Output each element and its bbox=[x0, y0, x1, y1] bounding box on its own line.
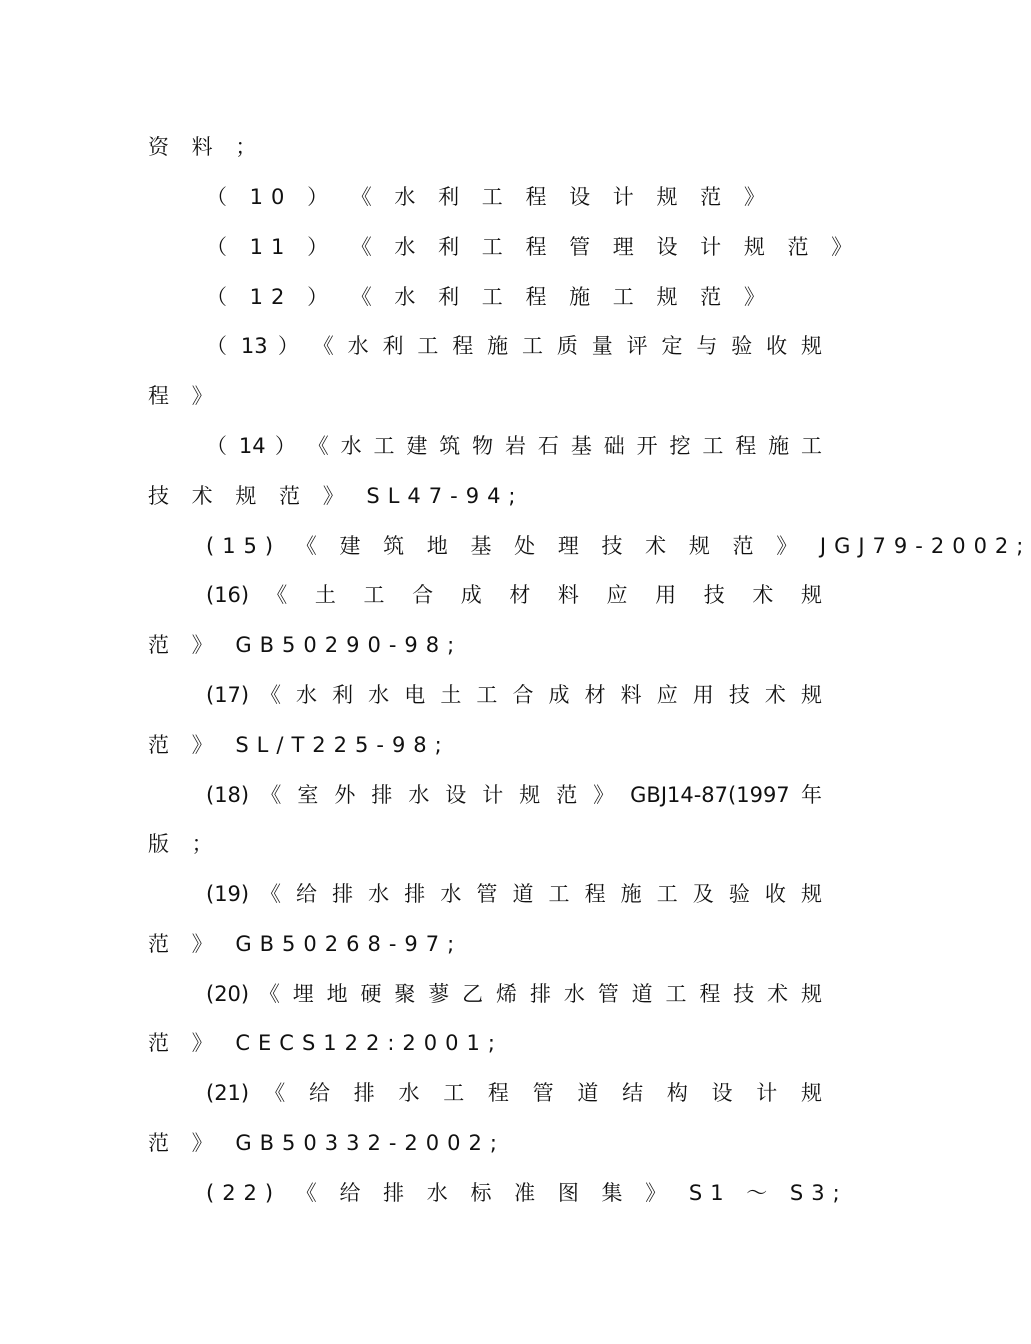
text-line-17: 范 》 GB50268-97; bbox=[148, 932, 463, 956]
text-line-18: (20) 《 埋 地 硬 聚 蓼 乙 烯 排 水 管 道 工 程 技 术 规 bbox=[206, 982, 822, 1006]
text-line-6: 程 》 bbox=[148, 384, 221, 408]
text-line-22: (22) 《 给 排 水 标 准 图 集 》 S1 ～ S3; bbox=[206, 1181, 848, 1205]
text-line-13: 范 》 SL/T225-98; bbox=[148, 733, 450, 757]
text-line-3: （ 11 ） 《 水 利 工 程 管 理 设 计 规 范 》 bbox=[206, 235, 861, 259]
text-line-8: 技 术 规 范 》 SL47-94; bbox=[148, 484, 524, 508]
text-line-14: (18) 《 室 外 排 水 设 计 规 范 》 GBJ14-87(1997 年 bbox=[206, 783, 822, 807]
text-line-7: （ 14 ） 《 水 工 建 筑 物 岩 石 基 础 开 挖 工 程 施 工 bbox=[206, 434, 822, 458]
text-line-16: (19) 《 给 排 水 排 水 管 道 工 程 施 工 及 验 收 规 bbox=[206, 882, 822, 906]
text-line-10: (16) 《 土 工 合 成 材 料 应 用 技 术 规 bbox=[206, 583, 822, 607]
text-line-20: (21) 《 给 排 水 工 程 管 道 结 构 设 计 规 bbox=[206, 1081, 822, 1105]
text-line-2: （ 10 ） 《 水 利 工 程 设 计 规 范 》 bbox=[206, 185, 773, 209]
text-line-9: (15) 《 建 筑 地 基 处 理 技 术 规 范 》 JGJ79-2002; bbox=[206, 534, 1031, 558]
text-line-1: 资 料 ； bbox=[148, 135, 265, 159]
text-line-15: 版 ； bbox=[148, 832, 221, 856]
text-line-12: (17) 《 水 利 水 电 土 工 合 成 材 料 应 用 技 术 规 bbox=[206, 683, 822, 707]
text-line-11: 范 》 GB50290-98; bbox=[148, 633, 463, 657]
text-line-21: 范 》 GB50332-2002; bbox=[148, 1131, 505, 1155]
text-line-19: 范 》 CECS122:2001; bbox=[148, 1031, 503, 1055]
text-line-5: （ 13 ） 《 水 利 工 程 施 工 质 量 评 定 与 验 收 规 bbox=[206, 334, 822, 358]
text-line-4: （ 12 ） 《 水 利 工 程 施 工 规 范 》 bbox=[206, 285, 773, 309]
